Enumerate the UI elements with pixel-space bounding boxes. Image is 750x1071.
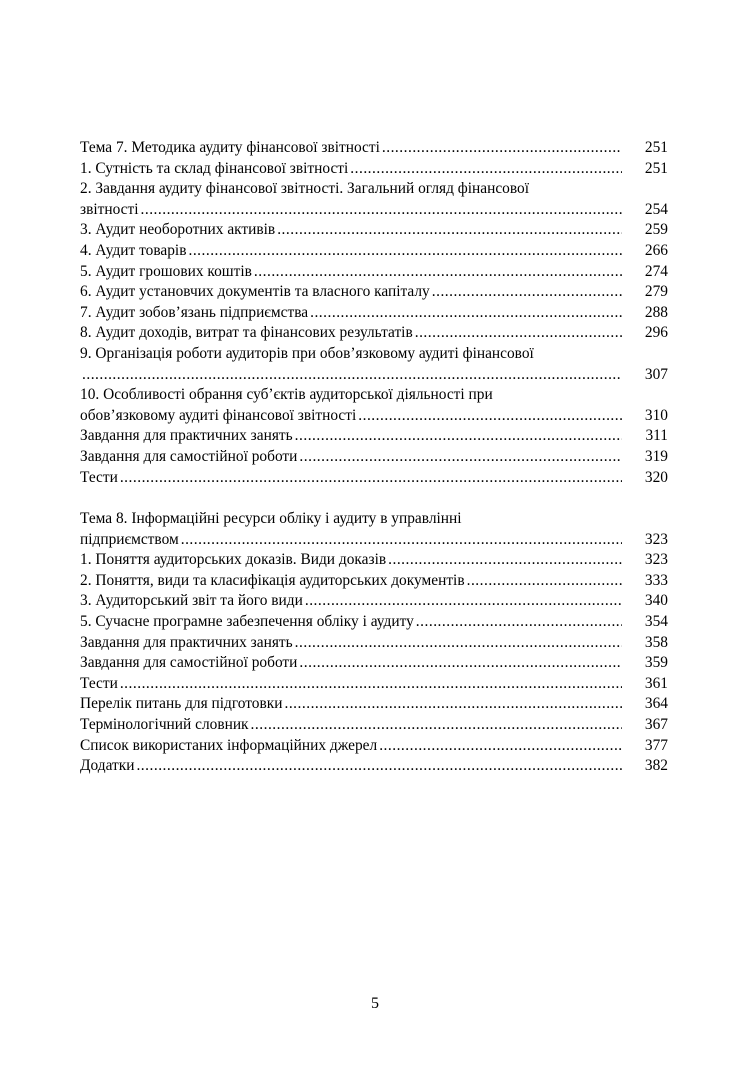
toc-entry[interactable] xyxy=(80,694,668,715)
toc-entry-title: Тести xyxy=(80,674,118,692)
toc-entry-title: 7. Аудит зобов’язань підприємства xyxy=(80,303,309,321)
toc-entry[interactable] xyxy=(80,653,668,674)
toc-entry-title: 3. Аудит необоротних активів xyxy=(80,221,276,239)
toc-page-number: 307 xyxy=(644,365,668,383)
toc-entry-line xyxy=(80,509,668,530)
toc-entry-title: 1. Сутність та склад фінансової звітності xyxy=(80,159,349,177)
toc-entry[interactable] xyxy=(80,736,668,757)
toc-page-number: 310 xyxy=(644,406,668,424)
toc-page-number: 359 xyxy=(644,654,668,672)
toc-entry-title: Завдання для самостійної роботи xyxy=(80,654,298,672)
toc-page-number: 254 xyxy=(644,200,668,218)
toc-entry-line xyxy=(80,694,668,715)
toc-page-number: 320 xyxy=(644,468,668,486)
toc-entry[interactable] xyxy=(80,571,668,592)
toc-entry-line xyxy=(80,138,668,159)
toc-page-number: 361 xyxy=(644,674,668,692)
toc-entry[interactable] xyxy=(80,138,668,159)
dot-leader xyxy=(467,571,622,592)
dot-leader xyxy=(310,303,622,324)
dot-leader xyxy=(120,674,622,695)
toc-entry-line xyxy=(80,715,668,736)
toc-page-number: 354 xyxy=(644,613,668,631)
toc-section xyxy=(80,509,668,777)
toc-entry[interactable] xyxy=(80,303,668,324)
toc-entry-title: 3. Аудиторський звіт та його види xyxy=(80,592,303,610)
dot-leader xyxy=(416,612,622,633)
toc-entry-line xyxy=(80,674,668,695)
toc-page-number: 367 xyxy=(644,716,668,734)
toc-page-number: 311 xyxy=(645,427,668,445)
dot-leader xyxy=(305,591,622,612)
toc-entry-title: 4. Аудит товарів xyxy=(80,241,187,259)
toc-page-number: 259 xyxy=(644,221,668,239)
page-number: 5 xyxy=(371,995,379,1012)
toc-entry[interactable] xyxy=(80,756,668,777)
toc-entry-line xyxy=(80,756,668,777)
dot-leader xyxy=(254,262,622,283)
toc-page-number: 266 xyxy=(644,241,668,259)
toc-entry-title: Завдання для самостійної роботи xyxy=(80,447,298,465)
toc-entry-title: 2. Завдання аудиту фінансової звітності. Загальний огляд фінансової xyxy=(80,180,529,198)
toc-entry-title: 10. Особливості обрання суб’єктів аудиторської діяльності при xyxy=(80,386,493,404)
toc-entry[interactable] xyxy=(80,447,668,468)
toc-entry[interactable] xyxy=(80,262,668,283)
toc-entry-line xyxy=(80,179,668,200)
toc-entry[interactable] xyxy=(80,674,668,695)
dot-leader xyxy=(382,138,622,159)
toc-entry[interactable] xyxy=(80,323,668,344)
toc-entry-title: Перелік питань для підготовки xyxy=(80,695,283,713)
toc-entry-title: 5. Аудит грошових коштів xyxy=(80,262,252,280)
toc-entry-line xyxy=(80,385,668,406)
toc-page-number: 319 xyxy=(644,447,668,465)
toc-entry[interactable] xyxy=(80,426,668,447)
toc-entry[interactable] xyxy=(80,220,668,241)
toc-entry-title: 9. Організація роботи аудиторів при обов’язковому аудиті фінансової xyxy=(80,344,534,362)
toc-entry-line xyxy=(80,241,668,262)
toc-entry[interactable] xyxy=(80,241,668,262)
dot-leader xyxy=(181,530,622,551)
toc-page-number: 382 xyxy=(644,757,668,775)
toc-entry[interactable] xyxy=(80,159,668,180)
toc-entry[interactable] xyxy=(80,385,668,426)
toc-entry-line xyxy=(80,426,668,447)
toc-entry-title: 2. Поняття, види та класифікація аудиторських документів xyxy=(80,571,465,589)
toc-entry[interactable] xyxy=(80,715,668,736)
toc-entry[interactable] xyxy=(80,179,668,220)
toc-entry-title: Додатки xyxy=(80,757,135,775)
toc-page-number: 340 xyxy=(644,592,668,610)
toc-entry-title: 8. Аудит доходів, витрат та фінансових результатів xyxy=(80,324,413,342)
toc-entry-line xyxy=(80,591,668,612)
dot-leader xyxy=(350,159,622,180)
dot-leader xyxy=(432,282,622,303)
toc-entry-line xyxy=(80,653,668,674)
toc-entry-line xyxy=(80,736,668,757)
dot-leader xyxy=(415,323,622,344)
toc-entry[interactable] xyxy=(80,612,668,633)
toc-page-number: 296 xyxy=(644,324,668,342)
dot-leader xyxy=(358,406,622,427)
toc-entry[interactable] xyxy=(80,550,668,571)
toc-entry-line xyxy=(80,344,668,365)
toc-entry-title: 5. Сучасне програмне забезпечення обліку і аудиту xyxy=(80,613,414,631)
toc-entry-title: Тести xyxy=(80,468,118,486)
dot-leader xyxy=(120,468,622,489)
toc-entry[interactable] xyxy=(80,344,668,385)
toc-page-number: 288 xyxy=(644,303,668,321)
dot-leader xyxy=(277,220,622,241)
toc-entry[interactable] xyxy=(80,282,668,303)
toc-entry-line xyxy=(80,406,668,427)
toc-entry[interactable] xyxy=(80,509,668,550)
toc-entry-line xyxy=(80,447,668,468)
toc-entry-line xyxy=(80,262,668,283)
table-of-contents xyxy=(80,138,668,777)
dot-leader xyxy=(379,736,622,757)
toc-entry[interactable] xyxy=(80,591,668,612)
toc-entry[interactable] xyxy=(80,633,668,654)
dot-leader xyxy=(284,694,622,715)
toc-entry-title: підприємством xyxy=(80,530,179,548)
dot-leader xyxy=(388,550,622,571)
dot-leader xyxy=(82,365,622,386)
toc-page-number: 323 xyxy=(644,530,668,548)
toc-entry-line xyxy=(80,220,668,241)
dot-leader xyxy=(251,715,622,736)
toc-entry-title: обов’язковому аудиті фінансової звітності xyxy=(80,406,357,424)
toc-page-number: 251 xyxy=(644,139,668,156)
toc-entry-line xyxy=(80,303,668,324)
toc-entry-line xyxy=(80,612,668,633)
dot-leader xyxy=(295,426,622,447)
toc-entry-line xyxy=(80,282,668,303)
toc-entry-line xyxy=(80,530,668,551)
toc-entry-title: Тема 7. Методика аудиту фінансової звітності xyxy=(80,139,380,156)
toc-entry-line xyxy=(80,365,668,386)
toc-entry-title: 1. Поняття аудиторських доказів. Види доказів xyxy=(80,551,387,569)
toc-entry-line xyxy=(80,323,668,344)
toc-entry-title: Тема 8. Інформаційні ресурси обліку і аудиту в управлінні xyxy=(80,510,462,528)
toc-entry-title: звітності xyxy=(80,200,139,218)
dot-leader xyxy=(136,756,622,777)
toc-page-number: 323 xyxy=(644,551,668,569)
toc-page-number: 358 xyxy=(644,633,668,651)
toc-entry-title: Завдання для практичних занять xyxy=(80,427,293,445)
toc-entry-line xyxy=(80,200,668,221)
toc-page-number: 364 xyxy=(644,695,668,713)
toc-page-number: 377 xyxy=(644,736,668,754)
toc-entry-line xyxy=(80,468,668,489)
toc-entry-line xyxy=(80,633,668,654)
toc-entry-title: Термінологічний словник xyxy=(80,716,249,734)
dot-leader xyxy=(295,633,622,654)
toc-entry[interactable] xyxy=(80,468,668,489)
toc-entry-title: Завдання для практичних занять xyxy=(80,633,293,651)
toc-page-number: 279 xyxy=(644,283,668,301)
toc-page-number: 251 xyxy=(644,159,668,177)
dot-leader xyxy=(141,200,623,221)
dot-leader xyxy=(299,653,622,674)
toc-section xyxy=(80,138,668,488)
toc-entry-title: 6. Аудит установчих документів та власного капіталу xyxy=(80,283,430,301)
toc-entry-title: Список використаних інформаційних джерел xyxy=(80,736,378,754)
toc-page-number: 274 xyxy=(644,262,668,280)
toc-entry-line xyxy=(80,571,668,592)
dot-leader xyxy=(299,447,622,468)
toc-entry-line xyxy=(80,550,668,571)
toc-page-number: 333 xyxy=(644,571,668,589)
toc-entry-line xyxy=(80,159,668,180)
dot-leader xyxy=(188,241,622,262)
